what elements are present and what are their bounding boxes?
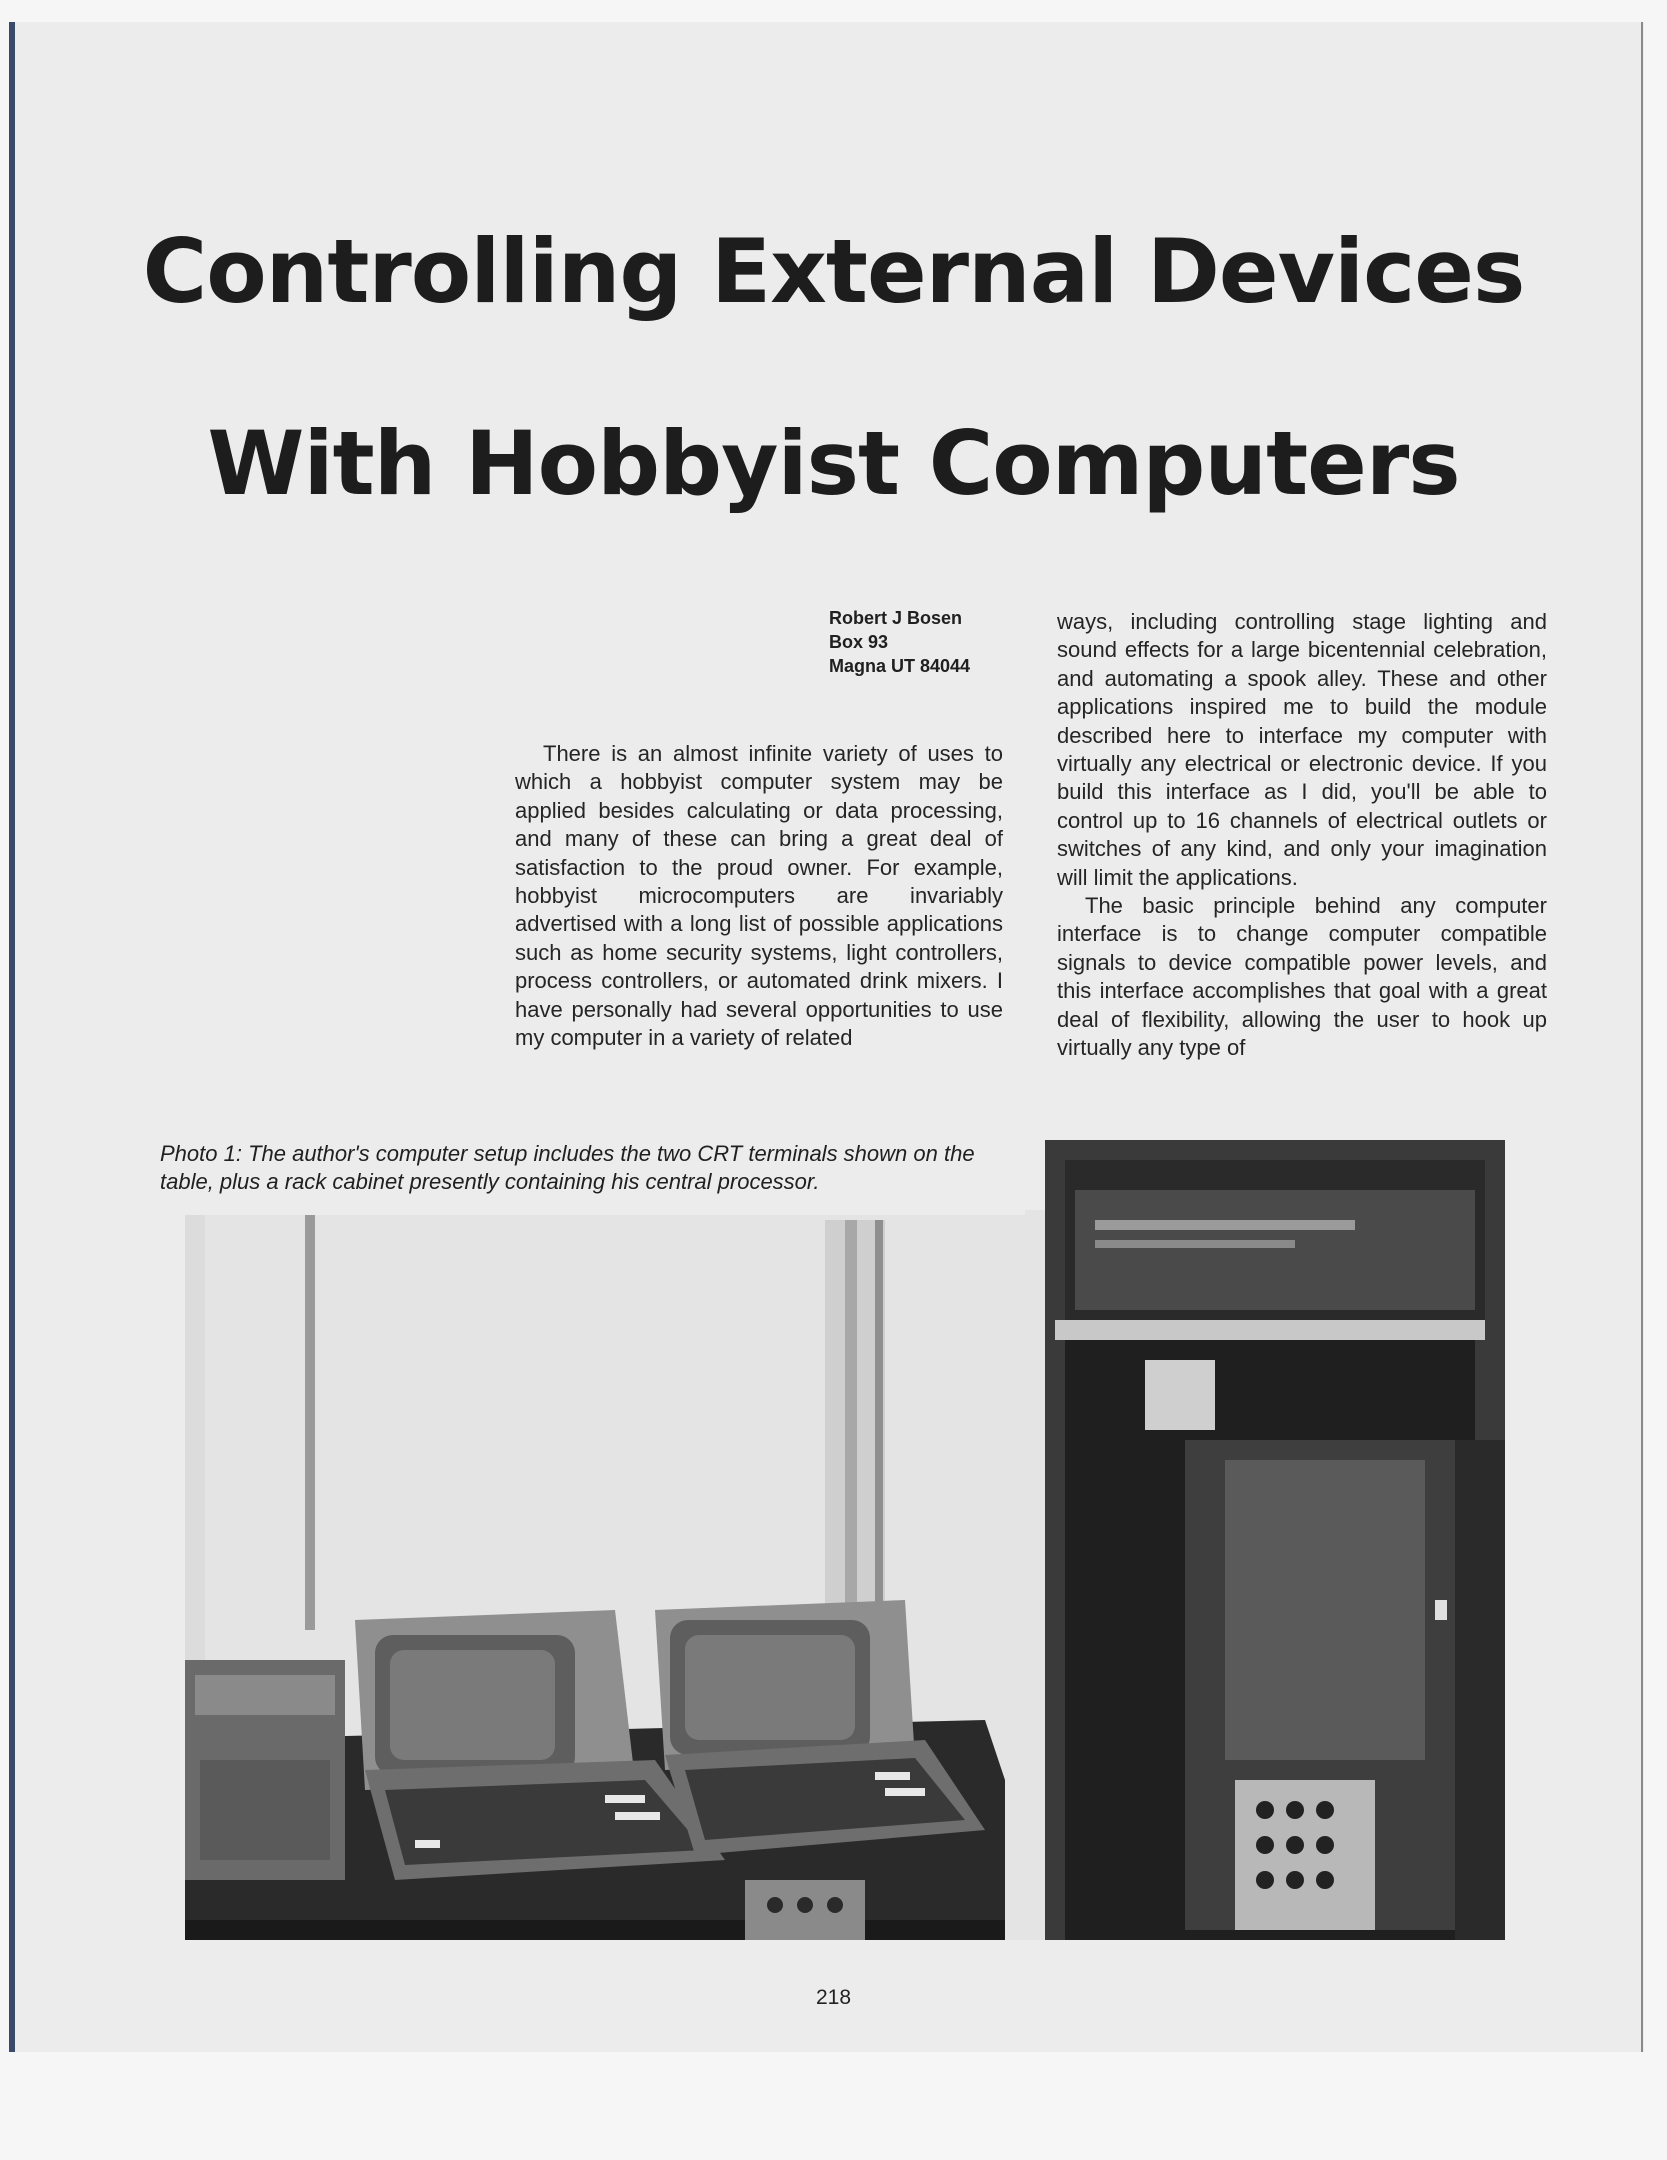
photo-caption: Photo 1: The author's computer setup includes the two CRT terminals shown on the table, plus a rack cabinet presently containing his central processor. bbox=[160, 1141, 975, 1194]
article-title-line-2: With Hobbyist Computers bbox=[207, 412, 1460, 515]
photo-computer-setup bbox=[185, 1140, 1505, 1940]
article-title-line-1: Controlling External Devices bbox=[142, 220, 1525, 323]
body-paragraph: The basic principle behind any computer interface is to change computer compatible signals to device compatible power levels, and this interface accomplishes that goal with a great deal of flexibility, allowing the user to hook up virtually any type of bbox=[1057, 893, 1547, 1061]
author-box: Box 93 bbox=[829, 632, 889, 652]
page-edge bbox=[1641, 22, 1643, 2052]
author-block bbox=[829, 606, 970, 678]
body-column-2 bbox=[1057, 608, 1547, 1063]
body-paragraph: ways, including controlling stage lighting and sound effects for a large bicentennial celebration, and automating a spook alley. These and other applications inspired me to build the module described here to interface my computer with virtually any electrical or electronic device. If you build this interface as I did, you'll be able to control up to 16 channels of electrical outlets or switches of any kind, and only your imagination will limit the applications. bbox=[1057, 609, 1547, 890]
author-city: Magna UT 84044 bbox=[829, 656, 971, 676]
body-column-1 bbox=[515, 740, 1003, 1052]
binding-edge bbox=[9, 22, 15, 2052]
body-paragraph: There is an almost infinite variety of uses to which a hobbyist computer system may be applied besides calculating or data processing, and many of these can bring a great deal of satisfaction to the proud owner. For example, hobbyist microcomputers are invariably advertised with a long list of possible applications such as home security systems, light controllers, process controllers, or automated drink mixers. I have personally had several opportunities to use my computer in a variety of related bbox=[515, 741, 1003, 1051]
page-number: 218 bbox=[815, 1986, 852, 2009]
author-name: Robert J Bosen bbox=[829, 608, 963, 628]
